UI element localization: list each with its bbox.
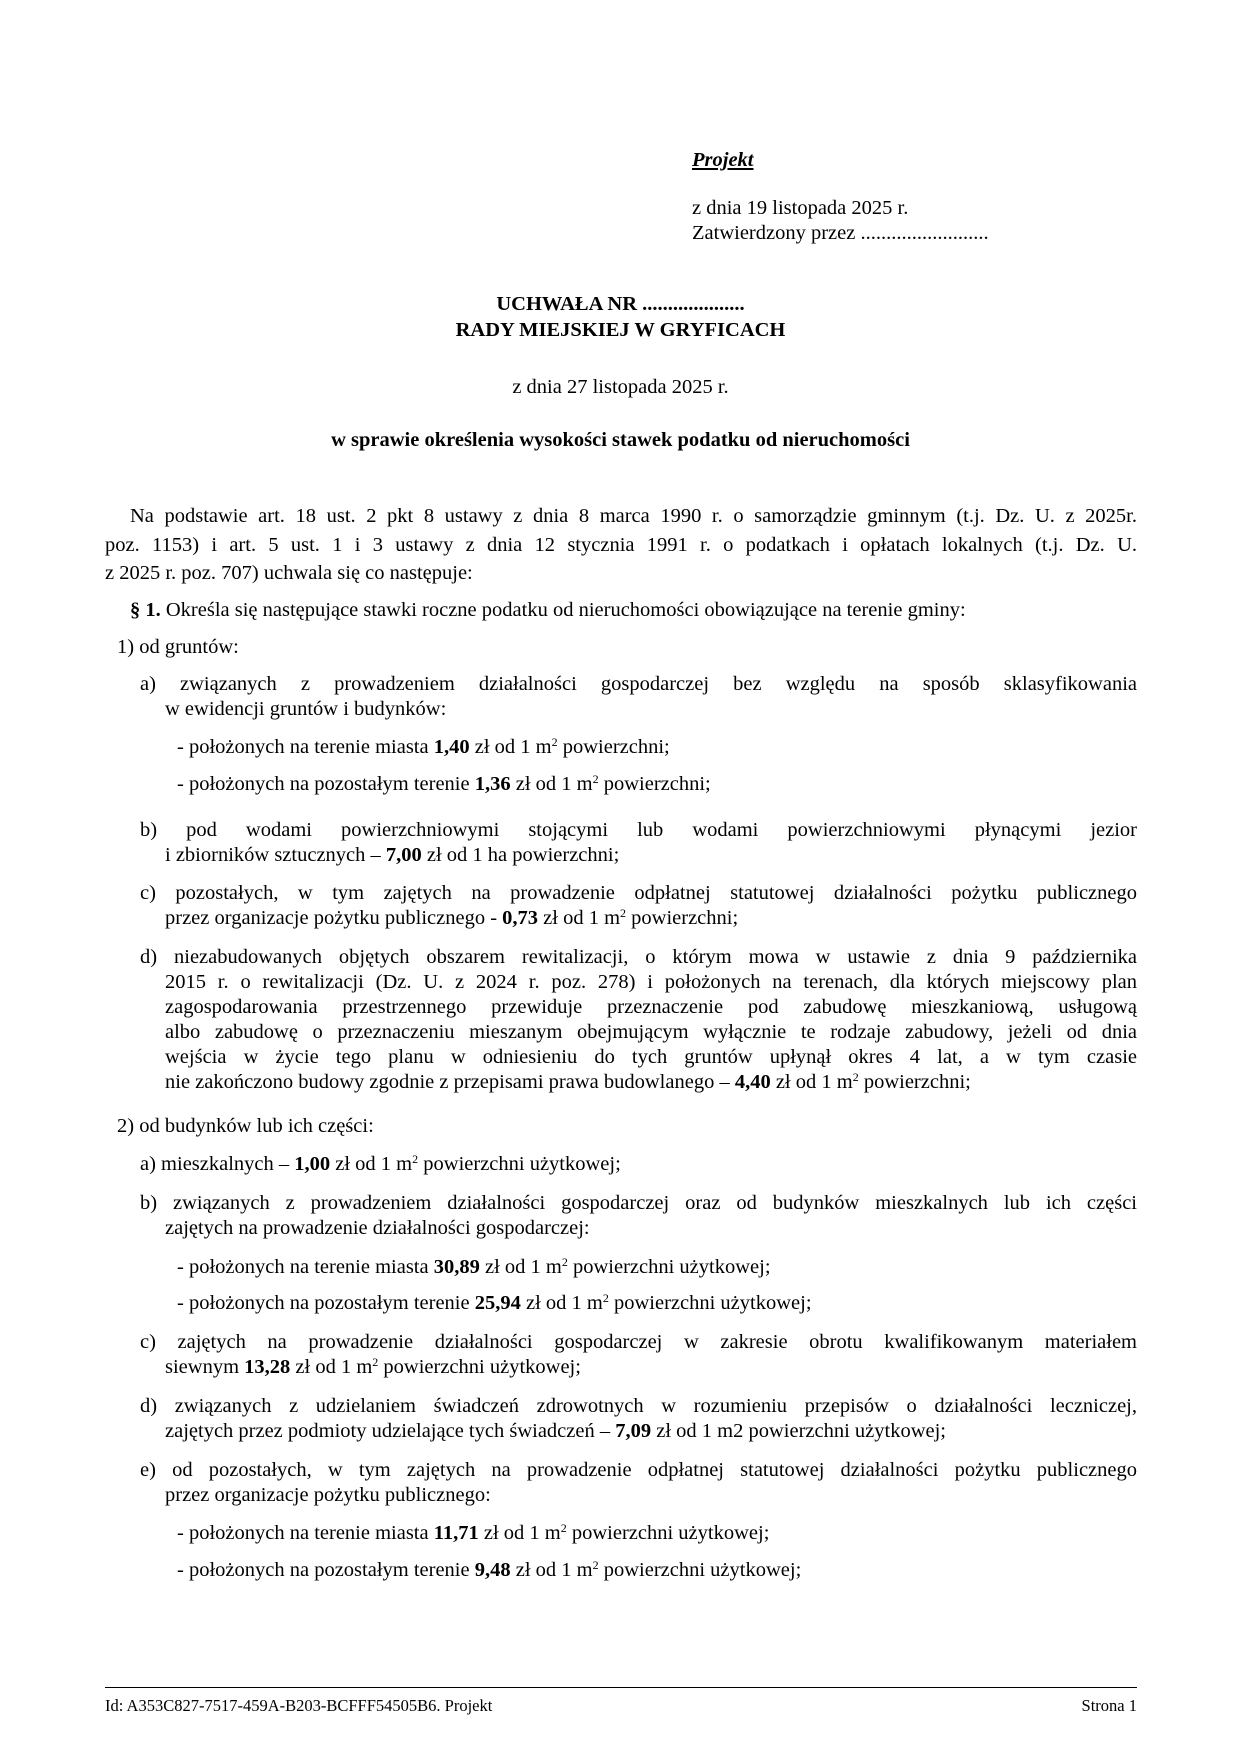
rate-item: - położonych na pozostałym terenie 25,94 zł od 1 $m^2$ powierzchni użytkowej;: [177, 1291, 812, 1314]
section-2c-line-2: siewnym 13,28 zł od 1 $m^2$ powierzchni użytkowej;: [165, 1355, 581, 1378]
rate-item: - położonych na pozostałym terenie 1,36 zł od 1 $m^2$ powierzchni;: [177, 772, 711, 795]
paragraph-1: [130, 598, 966, 622]
page-number: Strona 1: [1081, 1696, 1137, 1715]
section-2a: a) mieszkalnych – 1,00 zł od 1 $m^2$ powierzchni użytkowej;: [140, 1152, 621, 1175]
rate-value: 7,00: [385, 844, 422, 866]
section-1c-line-2: przez organizacje pożytku publicznego - 0,73 zł od 1 $m^2$ powierzchni;: [165, 906, 739, 929]
resolution-date: z dnia 27 listopada 2025 r.: [512, 376, 729, 398]
rate-value: 7,09: [615, 1420, 652, 1442]
section-1d-line-5: wejścia w życie tego planu w odniesieniu do tych gruntów upłynął okres 4 lat, a w tym czasie: [165, 1046, 1137, 1068]
section-1d-line-4: albo zabudowę o przeznaczeniu mieszanym obejmującym wyłącznie te rodzaje zabudowy, jeżeli od dnia: [165, 1021, 1137, 1043]
section-2b-line-1: b) związanych z prowadzeniem działalności gospodarczej oraz od budynków mieszkalnych lub ich części: [140, 1192, 1137, 1214]
section-1b-line-2: i zbiorników sztucznych – 7,00 zł od 1 ha powierzchni;: [165, 844, 620, 866]
rate-item: - położonych na terenie miasta 1,40 zł od 1 $m^2$ powierzchni;: [177, 735, 670, 758]
section-1b-line-1: b) pod wodami powierzchniowymi stojącymi lub wodami powierzchniowymi płynącymi jezior: [140, 819, 1137, 841]
rate-value: 1,40: [433, 736, 470, 758]
projekt-label: Projekt: [692, 149, 754, 171]
section-1d-line-6: nie zakończono budowy zgodnie z przepisami prawa budowlanego – 4,40 zł od 1 $m^2$ powierzchni;: [165, 1070, 971, 1093]
rate-value: 4,40: [734, 1071, 771, 1093]
rate-value: 11,71: [433, 1522, 479, 1544]
section-2d-line-2: zajętych przez podmioty udzielające tych świadczeń – 7,09 zł od 1 m2 powierzchni użytkowej;: [165, 1420, 947, 1442]
paragraph-text: Określa się następujące stawki roczne podatku od nieruchomości obowiązujące na terenie gminy:: [160, 599, 966, 621]
section-2-heading: 2) od budynków lub ich części:: [117, 1115, 374, 1137]
paragraph-marker: § 1.: [130, 599, 161, 621]
footer-divider: [105, 1687, 1137, 1688]
preamble-line-2: poz. 1153) i art. 5 ust. 1 i 3 ustawy z dnia 12 stycznia 1991 r. o podatkach i opłatach lokalnych (t.j. Dz. U.: [105, 534, 1137, 556]
draft-date: z dnia 19 listopada 2025 r.: [692, 197, 909, 219]
preamble-line-3: z 2025 r. poz. 707) uchwala się co następuje:: [105, 562, 473, 584]
rate-value: 25,94: [474, 1292, 521, 1314]
council-name: RADY MIEJSKIEJ W GRYFICACH: [455, 319, 786, 341]
rate-value: 1,36: [474, 773, 511, 795]
section-1a-line-2: w ewidencji gruntów i budynków:: [165, 698, 447, 720]
section-1-heading: 1) od gruntów:: [117, 636, 239, 658]
section-2b-line-2: zajętych na prowadzenie działalności gospodarczej:: [165, 1217, 590, 1239]
section-2e-line-1: e) od pozostałych, w tym zajętych na prowadzenie odpłatnej statutowej działalności pożytku publicznego: [140, 1459, 1137, 1481]
resolution-number: UCHWAŁA NR ....................: [496, 293, 745, 315]
section-1c-line-1: c) pozostałych, w tym zajętych na prowadzenie odpłatnej statutowej działalności pożytku publicznego: [140, 882, 1137, 904]
document-id: Id: A353C827-7517-459A-B203-BCFFF54505B6. Projekt: [105, 1696, 493, 1715]
approved-by: Zatwierdzony przez .........................: [692, 222, 989, 244]
resolution-subject: w sprawie określenia wysokości stawek podatku od nieruchomości: [331, 429, 910, 451]
rate-value: 9,48: [474, 1559, 511, 1581]
section-1d-line-1: d) niezabudowanych objętych obszarem rewitalizacji, o którym mowa w ustawie z dnia 9 października: [140, 946, 1137, 968]
rate-item: - położonych na terenie miasta 11,71 zł od 1 $m^2$ powierzchni użytkowej;: [177, 1521, 770, 1544]
rate-value: 1,00: [294, 1153, 331, 1175]
section-1a-line-1: a) związanych z prowadzeniem działalności gospodarczej bez względu na sposób sklasyfikowania: [140, 673, 1137, 695]
section-2e-line-2: przez organizacje pożytku publicznego:: [165, 1484, 491, 1506]
rate-item: - położonych na pozostałym terenie 9,48 zł od 1 $m^2$ powierzchni użytkowej;: [177, 1558, 802, 1581]
rate-value: 0,73: [502, 907, 539, 929]
section-2c-line-1: c) zajętych na prowadzenie działalności gospodarczej w zakresie obrotu kwalifikowanym materiałem: [140, 1331, 1137, 1353]
section-1d-line-2: 2015 r. o rewitalizacji (Dz. U. z 2024 r. poz. 278) i położonych na terenach, dla których miejscowy plan: [165, 971, 1137, 993]
section-1d-line-3: zagospodarowania przestrzennego przewiduje przeznaczenie pod zabudowę mieszkaniową, usługową: [165, 996, 1137, 1018]
preamble-line-1: Na podstawie art. 18 ust. 2 pkt 8 ustawy z dnia 8 marca 1990 r. o samorządzie gminnym (t.j. Dz. U. z 2025r.: [130, 505, 1137, 527]
section-2d-line-1: d) związanych z udzielaniem świadczeń zdrowotnych w rozumieniu przepisów o działalności leczniczej,: [140, 1395, 1137, 1417]
rate-value: 30,89: [433, 1256, 480, 1278]
rate-item: - położonych na terenie miasta 30,89 zł od 1 $m^2$ powierzchni użytkowej;: [177, 1255, 771, 1278]
rate-value: 13,28: [244, 1356, 291, 1378]
